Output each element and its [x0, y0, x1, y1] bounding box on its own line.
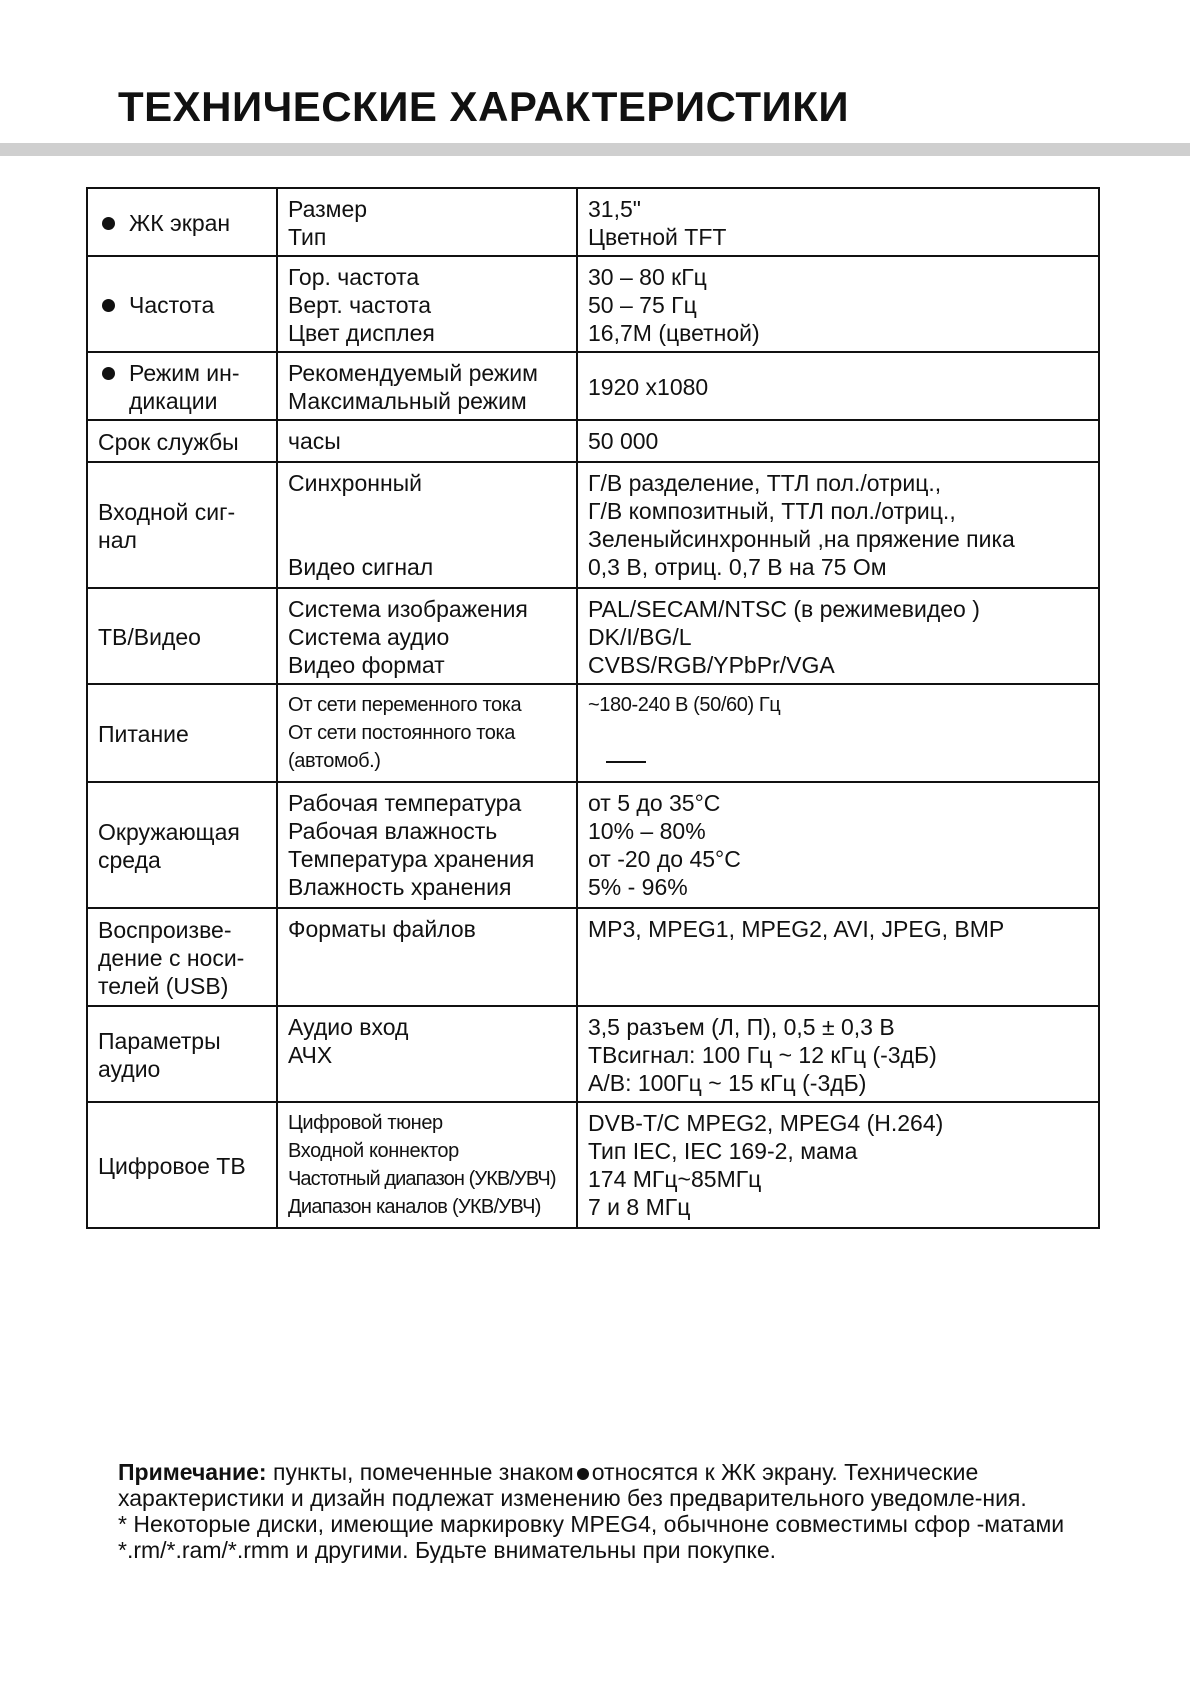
value-text: от -20 до 45°C — [588, 846, 741, 872]
table-row — [87, 188, 1099, 256]
table-row — [87, 462, 1099, 588]
param-label: Цвет дисплея — [288, 320, 435, 346]
value-text: 31,5" — [588, 196, 641, 222]
value-text: Цветной TFT — [588, 224, 727, 250]
value-text: PAL/SECAM/NTSC (в режимевидео ) — [588, 596, 980, 622]
value-cell — [577, 256, 1099, 352]
table-row — [87, 420, 1099, 462]
category-label: Входной сиг- нал — [98, 499, 236, 553]
param-cell — [277, 908, 577, 1006]
param-label: Система аудио — [288, 624, 450, 650]
category-cell — [87, 420, 277, 462]
category-cell — [87, 188, 277, 256]
value-text: 7 и 8 МГц — [588, 1194, 691, 1220]
value-text: DK/I/BG/L — [588, 624, 692, 650]
value-text: Тип IEC, IEC 169-2, мама — [588, 1138, 858, 1164]
value-text: 10% – 80% — [588, 818, 706, 844]
value-text: Г/В разделение, ТТЛ пол./отриц., — [588, 470, 942, 496]
param-label: От сети переменного тока — [288, 694, 522, 716]
category-cell — [87, 908, 277, 1006]
param-label: Форматы файлов — [288, 916, 476, 942]
page-title: ТЕХНИЧЕСКИЕ ХАРАКТЕРИСТИКИ — [118, 83, 850, 130]
category-cell — [87, 352, 277, 420]
param-cell — [277, 684, 577, 782]
value-text: ~180-240 В (50/60) Гц — [588, 694, 781, 716]
bullet-marker-icon — [577, 1468, 589, 1480]
value-text: 3,5 разъем (Л, П), 0,5 ± 0,3 В — [588, 1014, 895, 1040]
param-label: Размер — [288, 196, 368, 222]
table-row — [87, 782, 1099, 908]
table-row — [87, 1006, 1099, 1102]
note-paragraph: Примечание: пункты, помеченные знаком относятся к ЖК экрану. Технические характеристики и дизайн подлежат изменению без предварительного уведомле-ния. — [118, 1459, 1027, 1511]
value-cell — [577, 782, 1099, 908]
param-label: Синхронный — [288, 470, 423, 496]
param-label: Диапазон каналов (УКВ/УВЧ) — [288, 1196, 541, 1218]
footnote: * Некоторые диски, имеющие маркировку MPEG4, обычноне совместимы сфор -матами *.rm/*.ram/*.rmm и другими. Будьте внимательны при покупке. — [118, 1511, 1065, 1563]
param-label: Рабочая влажность — [288, 818, 498, 844]
value-text: 50 000 — [588, 428, 659, 454]
param-label: Влажность хранения — [288, 874, 512, 900]
note-label: Примечание: — [118, 1459, 267, 1485]
table-row — [87, 908, 1099, 1006]
lcd-bullet-icon — [102, 217, 115, 230]
value-cell — [577, 684, 1099, 782]
value-text: А/В: 100Гц ~ 15 кГц (-3дБ) — [588, 1070, 867, 1096]
value-text: Зеленыйсинхронный ,на пряжение пика — [588, 526, 1015, 552]
value-cell — [577, 588, 1099, 684]
category-cell — [87, 782, 277, 908]
table-row — [87, 588, 1099, 684]
param-label: Температура хранения — [288, 846, 535, 872]
param-label: Тип — [288, 224, 327, 250]
not-applicable-dash — [606, 761, 646, 763]
param-label: Аудио вход — [288, 1014, 409, 1040]
param-cell — [277, 782, 577, 908]
category-cell — [87, 1102, 277, 1228]
value-text: 50 – 75 Гц — [588, 292, 697, 318]
param-cell — [277, 188, 577, 256]
value-text: 5% - 96% — [588, 874, 688, 900]
value-cell — [577, 1102, 1099, 1228]
value-cell — [577, 1006, 1099, 1102]
param-cell — [277, 1006, 577, 1102]
param-label: Цифровой тюнер — [288, 1112, 443, 1134]
lcd-bullet-icon — [102, 367, 115, 380]
param-label: От сети постоянного тока — [288, 722, 515, 744]
param-cell — [277, 256, 577, 352]
param-cell — [277, 588, 577, 684]
param-label: Видео формат — [288, 652, 445, 678]
table-row — [87, 1102, 1099, 1228]
category-cell — [87, 684, 277, 782]
category-cell — [87, 462, 277, 588]
value-text: 0,3 В, отриц. 0,7 В на 75 Ом — [588, 554, 887, 580]
category-cell — [87, 588, 277, 684]
value-text: 1920 x1080 — [588, 374, 709, 400]
value-text: CVBS/RGB/YPbPr/VGA — [588, 652, 835, 678]
category-label: ЖК экран — [129, 210, 231, 236]
value-cell — [577, 462, 1099, 588]
param-label: часы — [288, 428, 341, 454]
value-text: MP3, MPEG1, MPEG2, AVI, JPEG, BMP — [588, 916, 1005, 942]
category-label: Режим ин- дикации — [129, 360, 240, 414]
param-cell — [277, 1102, 577, 1228]
category-label: Параметры аудио — [98, 1028, 221, 1082]
param-label: Рекомендуемый режим — [288, 360, 538, 386]
param-label: Входной коннектор — [288, 1140, 459, 1162]
value-text: 174 МГц~85МГц — [588, 1166, 762, 1192]
table-row — [87, 256, 1099, 352]
category-label: Срок службы — [98, 429, 239, 455]
value-text: ТВсигнал: 100 Гц ~ 12 кГц (-3дБ) — [588, 1042, 937, 1068]
title-divider — [0, 143, 1190, 156]
value-text: от 5 до 35°C — [588, 790, 721, 816]
category-cell — [87, 1006, 277, 1102]
category-label: Окружающая среда — [98, 819, 240, 873]
param-label: Система изображения — [288, 596, 528, 622]
value-cell — [577, 908, 1099, 1006]
param-label: АЧХ — [288, 1042, 333, 1068]
value-cell — [577, 352, 1099, 420]
notes-section — [118, 1459, 1078, 1563]
category-label: Частота — [129, 292, 215, 318]
category-label: ТВ/Видео — [98, 624, 201, 650]
lcd-bullet-icon — [102, 299, 115, 312]
param-cell — [277, 352, 577, 420]
category-label: Цифровое ТВ — [98, 1153, 246, 1179]
value-cell — [577, 188, 1099, 256]
value-text: 16,7M (цветной) — [588, 320, 760, 346]
param-label: Частотный диапазон (УКВ/УВЧ) — [288, 1168, 556, 1190]
param-label: Гор. частота — [288, 264, 420, 290]
value-text: DVB-T/C MPEG2, MPEG4 (H.264) — [588, 1110, 944, 1136]
category-label: Воспроизве- дение с носи- телей (USB) — [98, 917, 245, 999]
param-cell — [277, 420, 577, 462]
value-cell — [577, 420, 1099, 462]
param-label: Максимальный режим — [288, 388, 527, 414]
category-cell — [87, 256, 277, 352]
value-text: 30 – 80 кГц — [588, 264, 707, 290]
spec-table — [86, 187, 1100, 1229]
value-text: Г/В композитный, ТТЛ пол./отриц., — [588, 498, 956, 524]
table-row — [87, 684, 1099, 782]
param-label: Рабочая температура — [288, 790, 522, 816]
table-row — [87, 352, 1099, 420]
param-label: Видео сигнал — [288, 554, 434, 580]
param-cell — [277, 462, 577, 588]
param-label: Верт. частота — [288, 292, 432, 318]
category-label: Питание — [98, 721, 189, 747]
param-label: (автомоб.) — [288, 750, 381, 772]
